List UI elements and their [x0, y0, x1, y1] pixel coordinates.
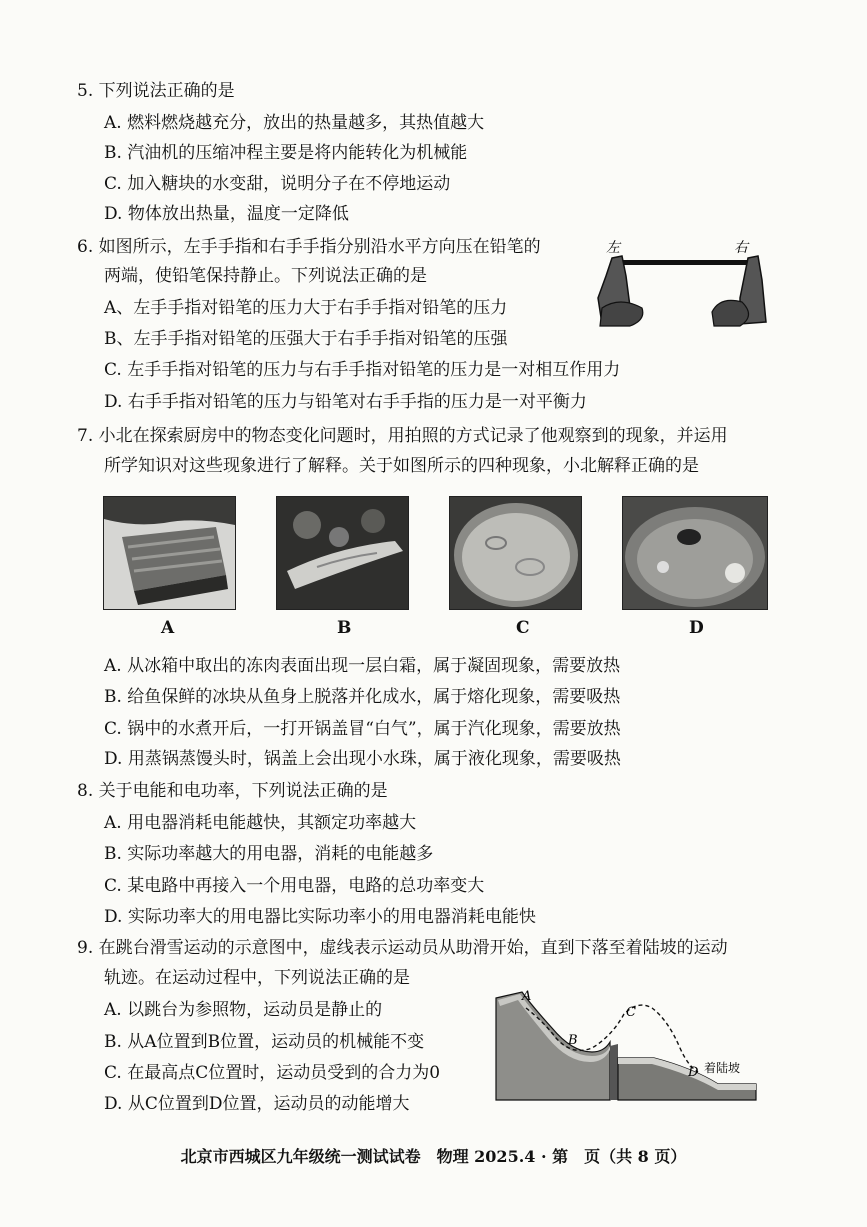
- diagram-label-a: A: [522, 989, 532, 1004]
- boiling-pot-photo: [449, 496, 582, 610]
- q5-option-c: C. 加入糖块的水变甜，说明分子在不停地运动: [104, 174, 451, 194]
- figure-left-label: 左: [606, 240, 620, 256]
- photo-label-d: D: [689, 618, 704, 638]
- pencil-fingers-figure: [590, 236, 780, 332]
- q6-stem-line2: 两端，使铅笔保持静止。下列说法正确的是: [104, 266, 427, 286]
- q6-stem-line1: 6. 如图所示，左手手指和右手手指分别沿水平方向压在铅笔的: [77, 237, 541, 257]
- q8-option-d: D. 实际功率大的用电器比实际功率小的用电器消耗电能快: [104, 907, 536, 927]
- q6-option-b: B、左手手指对铅笔的压强大于右手手指对铅笔的压强: [104, 329, 508, 349]
- diagram-label-b: B: [568, 1033, 578, 1048]
- page-footer: 北京市西城区九年级统一测试试卷 物理 2025.4 · 第 页（共 8 页）: [180, 1147, 687, 1166]
- steamer-lid-photo: [622, 496, 768, 610]
- q5-stem: 5. 下列说法正确的是: [77, 81, 235, 101]
- q6-option-d: D. 右手手指对铅笔的压力与铅笔对右手手指的压力是一对平衡力: [104, 392, 587, 412]
- q7-option-b: B. 给鱼保鲜的冰块从鱼身上脱落并化成水，属于熔化现象，需要吸热: [104, 687, 621, 707]
- q9-stem-line1: 9. 在跳台滑雪运动的示意图中，虚线表示运动员从助滑开始，直到下落至着陆坡的运动: [77, 938, 728, 958]
- q5-option-a: A. 燃料燃烧越充分，放出的热量越多，其热值越大: [104, 113, 485, 133]
- q9-option-b: B. 从A位置到B位置，运动员的机械能不变: [104, 1032, 425, 1052]
- landing-slope-label: 着陆坡: [704, 1061, 741, 1075]
- q7-stem-line1: 7. 小北在探索厨房中的物态变化问题时，用拍照的方式记录了他观察到的现象，并运用: [77, 426, 728, 446]
- q9-option-d: D. 从C位置到D位置，运动员的动能增大: [104, 1094, 410, 1114]
- figure-right-label: 右: [734, 240, 748, 256]
- q9-option-c: C. 在最高点C位置时，运动员受到的合力为0: [104, 1063, 441, 1083]
- q6-option-c: C. 左手手指对铅笔的压力与右手手指对铅笔的压力是一对相互作用力: [104, 360, 621, 380]
- q7-option-a: A. 从冰箱中取出的冻肉表面出现一层白霜，属于凝固现象，需要放热: [104, 656, 621, 676]
- frozen-meat-photo: [103, 496, 236, 610]
- q7-option-d: D. 用蒸锅蒸馒头时，锅盖上会出现小水珠，属于液化现象，需要吸热: [104, 749, 621, 769]
- q5-option-b: B. 汽油机的压缩冲程主要是将内能转化为机械能: [104, 143, 468, 163]
- q8-option-b: B. 实际功率越大的用电器，消耗的电能越多: [104, 844, 434, 864]
- q8-option-c: C. 某电路中再接入一个用电器，电路的总功率变大: [104, 876, 485, 896]
- q9-stem-line2: 轨迹。在运动过程中，下列说法正确的是: [104, 968, 410, 988]
- q7-stem-line2: 所学知识对这些现象进行了解释。关于如图所示的四种现象，小北解释正确的是: [104, 456, 699, 476]
- q6-option-a: A、左手手指对铅笔的压力大于右手手指对铅笔的压力: [104, 298, 508, 318]
- q9-option-a: A. 以跳台为参照物，运动员是静止的: [104, 1000, 383, 1020]
- ski-jump-diagram: [492, 986, 760, 1102]
- q5-option-d: D. 物体放出热量，温度一定降低: [104, 204, 349, 224]
- photo-label-b: B: [337, 618, 352, 638]
- photo-label-a: A: [161, 618, 175, 638]
- photo-label-c: C: [516, 618, 530, 638]
- q8-option-a: A. 用电器消耗电能越快，其额定功率越大: [104, 813, 417, 833]
- fish-ice-photo: [276, 496, 409, 610]
- diagram-label-d: D: [688, 1065, 699, 1080]
- diagram-label-c: C: [626, 1005, 636, 1020]
- q7-option-c: C. 锅中的水煮开后，一打开锅盖冒“白气”，属于汽化现象，需要放热: [104, 719, 621, 739]
- q8-stem: 8. 关于电能和电功率，下列说法正确的是: [77, 781, 388, 801]
